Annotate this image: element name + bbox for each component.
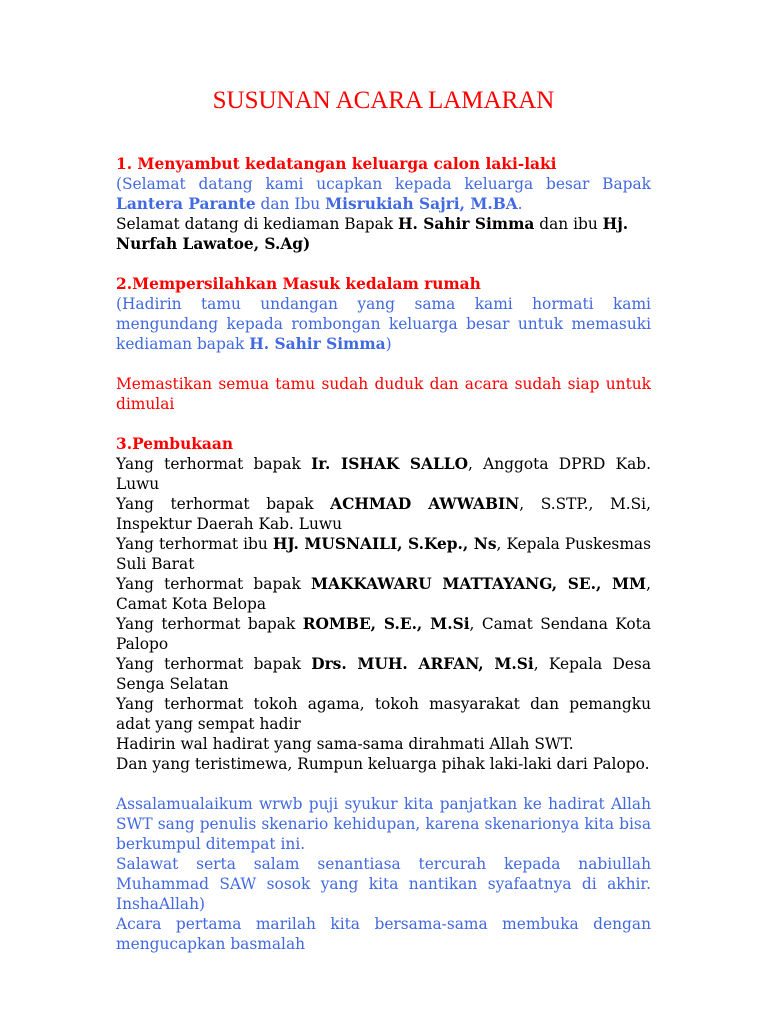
section-2-invite-text	[116, 294, 651, 354]
greeting-prefix: Yang terhormat bapak	[116, 615, 303, 633]
greeting-title: , Anggota DPRD Kab. Luwu	[116, 455, 652, 493]
document-title: SUSUNAN ACARA LAMARAN	[212, 87, 555, 114]
greeting-prefix: Yang terhormat bapak	[116, 575, 311, 593]
greeting-line	[116, 494, 651, 534]
spacer	[116, 414, 651, 434]
greeting-name: MAKKAWARU MATTAYANG, SE., MM	[310, 575, 647, 593]
greeting-title: , Camat Kota Belopa	[116, 575, 651, 613]
greeting-name: HJ. MUSNAILI, S.Kep., Ns	[272, 535, 497, 553]
section-3-heading: 3.Pembukaan	[116, 435, 234, 453]
section-1	[116, 154, 651, 254]
greeting-line	[116, 454, 651, 494]
invite-text-start: (Hadirin tamu undangan yang sama kami hormati kami mengundang kepada rombongan keluarga besar untuk memasuki kediaman bapak	[116, 295, 651, 353]
greeting-name: ACHMAD AWWABIN	[330, 495, 520, 513]
welcome-text-end: .	[517, 195, 523, 213]
groom-mother-name: Misrukiah Sajri, M.BA	[325, 195, 518, 213]
greeting-line	[116, 534, 651, 574]
welcome-text-join: dan Ibu	[255, 195, 326, 213]
greeting-title: , Camat Sendana Kota Palopo	[116, 615, 652, 653]
greeting-audience: Hadirin wal hadirat yang sama-sama dirahmati Allah SWT.	[116, 735, 574, 753]
greeting-prefix: Yang terhormat bapak	[116, 655, 312, 673]
greeting-prefix: Yang terhormat bapak	[116, 455, 312, 473]
greeting-prefix: Yang terhormat ibu	[116, 535, 273, 553]
section-3	[116, 434, 651, 954]
greeting-name: ROMBE, S.E., M.Si	[302, 615, 470, 633]
greeting-name: Ir. ISHAK SALLO	[311, 455, 469, 473]
document-page	[116, 86, 651, 954]
section-1-heading: 1. Menyambut kedatangan keluarga calon laki-laki	[116, 155, 557, 173]
invite-host-name: H. Sahir Simma	[249, 335, 386, 353]
greeting-title: , Kepala Desa Senga Selatan	[116, 655, 651, 693]
spacer	[116, 774, 651, 794]
greeting-name: Drs. MUH. ARFAN, M.Si	[311, 655, 534, 673]
opening-assalamualaikum: Assalamualaikum wrwb puji syukur kita panjatkan ke hadirat Allah SWT sang penulis skenario kehidupan, karena skenarionya kita bisa berkumpul ditempat ini.	[116, 795, 651, 853]
greeting-title: , S.STP., M.Si, Inspektur Daerah Kab. Luwu	[116, 495, 652, 533]
greeting-prefix: Yang terhormat bapak	[116, 495, 331, 513]
opening-salawat: Salawat serta salam senantiasa tercurah kepada nabiullah Muhammad SAW sosok yang kita nantikan syafaatnya di akhir. InshaAllah)	[116, 855, 651, 913]
host-text-start: Selamat datang di kediaman Bapak	[116, 215, 398, 233]
greeting-title: , Kepala Puskesmas Suli Barat	[116, 535, 651, 573]
section-2	[116, 274, 651, 414]
opening-basmalah: Acara pertama marilah kita bersama-sama membuka dengan mengucapkan basmalah	[116, 915, 651, 953]
greeting-community-leaders: Yang terhormat tokoh agama, tokoh masyarakat dan pemangku adat yang sempat hadir	[116, 695, 651, 733]
section-1-welcome-text	[116, 174, 651, 214]
greeting-line	[116, 614, 651, 654]
spacer	[116, 354, 651, 374]
host-mother-name: Hj. Nurfah Lawatoe, S.Ag)	[116, 215, 629, 253]
host-text-join: dan ibu	[534, 215, 603, 233]
greeting-groom-family: Dan yang teristimewa, Rumpun keluarga pihak laki-laki dari Palopo.	[116, 755, 650, 773]
section-1-host-text	[116, 214, 651, 254]
section-2-note: Memastikan semua tamu sudah duduk dan acara sudah siap untuk dimulai	[116, 375, 651, 413]
host-father-name: H. Sahir Simma	[398, 215, 535, 233]
welcome-text-start: (Selamat datang kami ucapkan kepada keluarga besar Bapak	[116, 175, 651, 193]
invite-text-end: )	[385, 335, 392, 353]
greeting-line	[116, 654, 651, 694]
spacer	[116, 254, 651, 274]
section-2-heading: 2.Mempersilahkan Masuk kedalam rumah	[116, 275, 481, 293]
greeting-line	[116, 574, 651, 614]
groom-father-name: Lantera Parante	[116, 195, 256, 213]
